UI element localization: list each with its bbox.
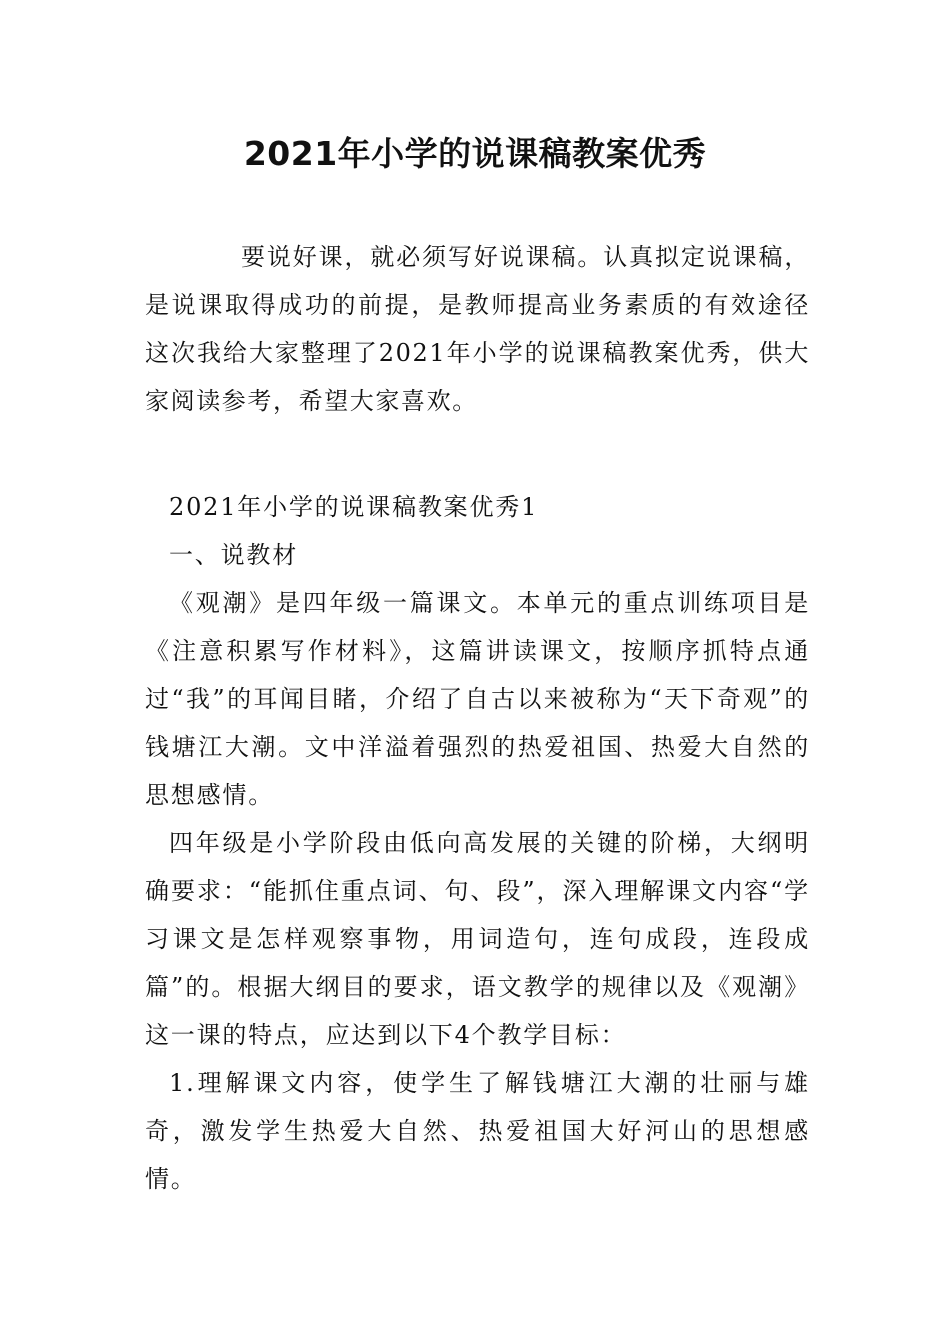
- subheading-textbook: 一、说教材: [169, 541, 298, 569]
- lesson-section: [145, 483, 810, 1203]
- body-paragraph-2: 四年级是小学阶段由低向高发展的关键的阶梯，大纲明确要求：“能抓住重点词、句、段”，深入理解课文内容“学习课文是怎样观察事物，用词造句，连句成段，连段成篇”的。根据大纲目的要求，语文教学的规律以及《观潮》这一课的特点，应达到以下4个教学目标：: [145, 829, 810, 1049]
- body-paragraph-3: 1.理解课文内容，使学生了解钱塘江大潮的壮丽与雄奇，激发学生热爱大自然、热爱祖国大好河山的思想感情。: [145, 1069, 810, 1193]
- intro-paragraph: 要说好课，就必须写好说课稿。认真拟定说课稿，是说课取得成功的前提，是教师提高业务素质的有效途径这次我给大家整理了2021年小学的说课稿教案优秀，供大家阅读参考，希望大家喜欢。: [145, 243, 810, 415]
- body-paragraph-1: 《观潮》是四年级一篇课文。本单元的重点训练项目是《注意积累写作材料》，这篇讲读课文，按顺序抓特点通过“我”的耳闻目睹，介绍了自古以来被称为“天下奇观”的钱塘江大潮。文中洋溢着强烈的热爱祖国、热爱大自然的思想感情。: [145, 589, 810, 809]
- section-heading: 2021年小学的说课稿教案优秀1: [169, 493, 539, 521]
- document-title: 2021年小学的说课稿教案优秀: [243, 134, 707, 173]
